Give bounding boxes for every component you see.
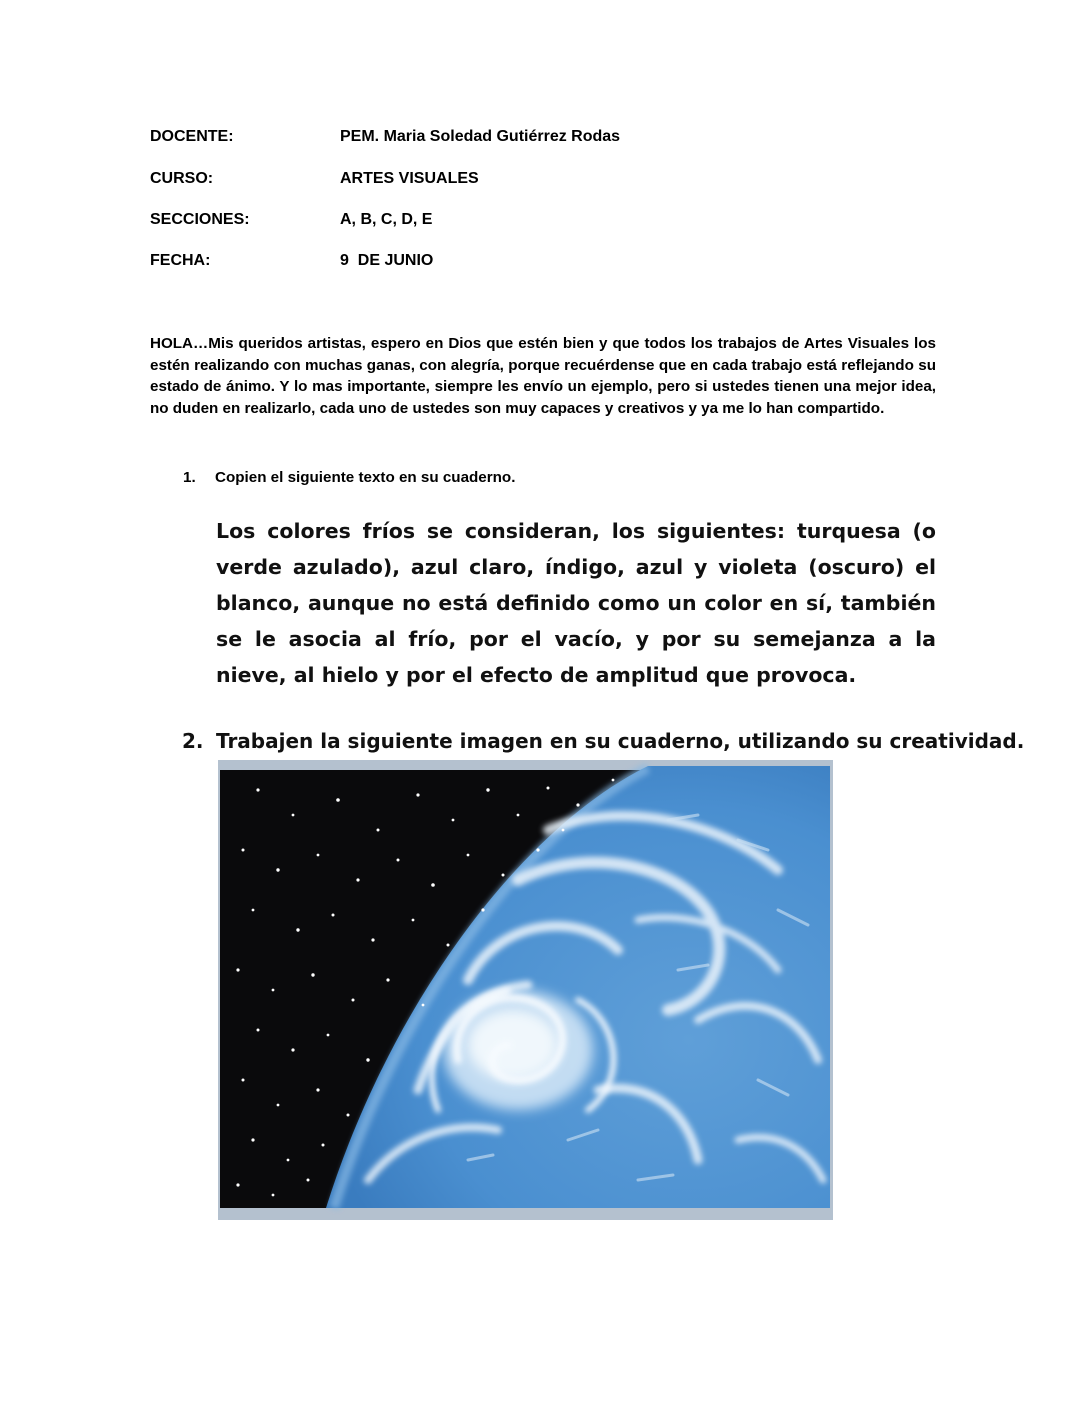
docente-value: PEM. Maria Soledad Gutiérrez Rodas: [340, 128, 621, 145]
secciones-label: SECCIONES:: [150, 211, 250, 228]
curso-label: CURSO:: [150, 170, 214, 187]
instruction-1: [183, 468, 515, 488]
instruction-1-number: 1.: [183, 469, 196, 486]
instruction-2: [182, 726, 1025, 756]
instruction-1-text: Copien el siguiente texto en su cuaderno.: [215, 469, 516, 486]
instruction-2-number: 2.: [182, 729, 204, 753]
curso-value: ARTES VISUALES: [340, 170, 479, 187]
intro-paragraph: HOLA…Mis queridos artistas, espero en Dios que estén bien y que todos los trabajos de Artes Visuales los estén realizando con muchas ganas, con alegría, porque recuérdense que en cada trabajo está reflejando su estado de ánimo. Y lo mas importante, siempre les envío un ejemplo, pero si ustedes tienen una mejor idea, no duden en realizarlo, cada uno de ustedes son muy capaces y creativos y ya me lo han compartido.: [150, 335, 936, 417]
earth-painting-illustration: [218, 760, 833, 1220]
secciones-value: A, B, C, D, E: [340, 211, 433, 228]
earth-painting-image: [218, 760, 833, 1220]
cold-colors-quote: Los colores fríos se consideran, los siguientes: turquesa (o verde azulado), azul claro, índigo, azul y violeta (oscuro) el blanco, aunque no está definido como un color en sí, también se le asocia al frío, por el vacío, y por su semejanza a la nieve, al hielo y por el efecto de amplitud que provoca.: [216, 519, 936, 687]
fecha-label: FECHA:: [150, 252, 211, 269]
fecha-value: 9 DE JUNIO: [340, 252, 434, 269]
instruction-2-text: Trabajen la siguiente imagen en su cuaderno, utilizando su creatividad.: [216, 729, 1025, 753]
docente-label: DOCENTE:: [150, 128, 234, 145]
